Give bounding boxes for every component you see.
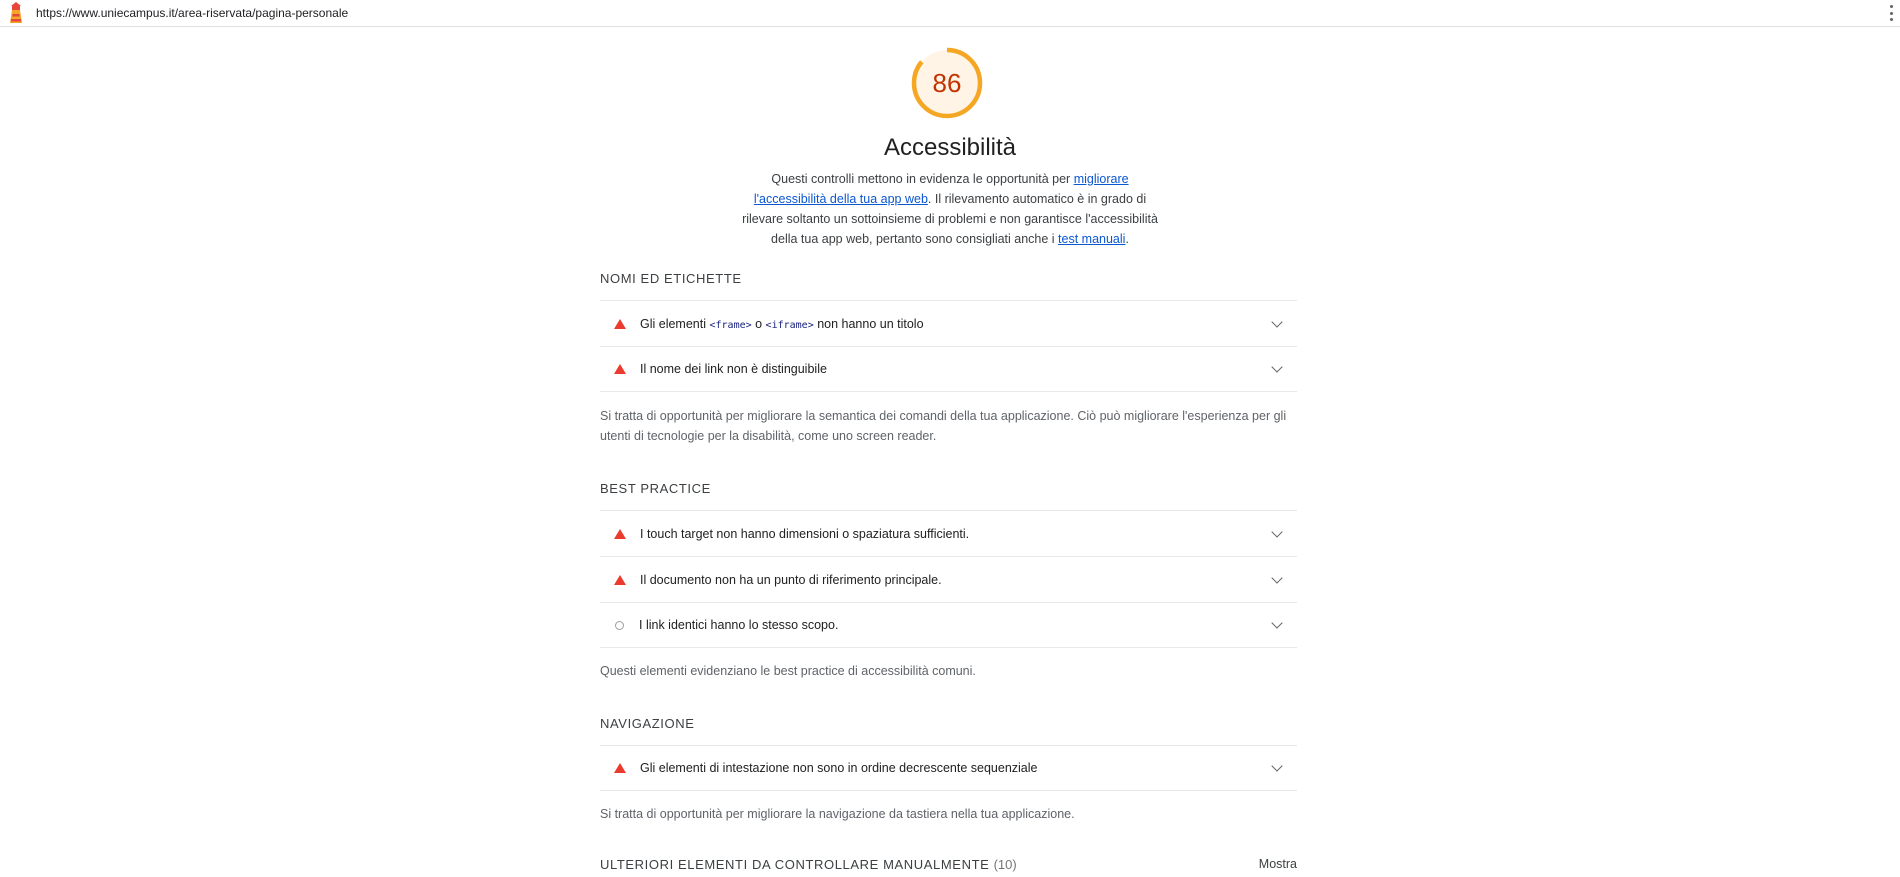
show-button[interactable]: Mostra (1258, 857, 1297, 871)
category-title: Accessibilità (883, 134, 1017, 161)
audit-heading-order[interactable] (600, 745, 1297, 791)
group-description: Si tratta di opportunità per migliorare la navigazione da tastiera nella tua applicazione. (600, 807, 1075, 821)
audit-label: Il nome dei link non è distinguibile (640, 362, 827, 376)
group-description: Questi elementi evidenziano le best practice di accessibilità comuni. (600, 664, 976, 678)
manual-checks-header[interactable] (600, 857, 1297, 877)
group-title-best-practice: BEST PRACTICE (600, 481, 711, 496)
chevron-down-icon[interactable] (1271, 316, 1282, 327)
fail-triangle-icon (614, 319, 626, 329)
manual-checks-title: ULTERIORI ELEMENTI DA CONTROLLARE MANUALMENTE (600, 857, 990, 872)
category-desc-text-2: . Il rilevamento automatico è in grado di rilevare soltanto un sottoinsieme di problemi e non garantisce l'accessibilità della tua app web, pertanto sono consigliati anche i (742, 192, 1158, 246)
chevron-down-icon[interactable] (1271, 526, 1282, 537)
audit-identical-links[interactable] (600, 602, 1297, 648)
category-desc-end: . (1125, 232, 1129, 246)
manual-checks-count: (10) (993, 857, 1017, 872)
audit-main-landmark[interactable] (600, 556, 1297, 602)
group-description: Si tratta di opportunità per migliorare la semantica dei comandi della tua applicazione. Ciò può migliorare l'esperienza per gli utenti di tecnologie per la disabilità, come uno screen reader. (600, 409, 1287, 443)
category-desc-text: Questi controlli mettono in evidenza le opportunità per (771, 172, 1074, 186)
fail-triangle-icon (614, 575, 626, 585)
audit-frame-title[interactable] (600, 300, 1297, 346)
category-description (740, 169, 1160, 249)
fail-triangle-icon (614, 529, 626, 539)
audit-label: Gli elementi <frame> o <iframe> non hanno un titolo (640, 316, 924, 331)
browser-bar (0, 0, 1900, 27)
chevron-down-icon[interactable] (1271, 617, 1282, 628)
audit-touch-targets[interactable] (600, 510, 1297, 556)
not-applicable-circle-icon (615, 621, 624, 630)
fail-triangle-icon (614, 763, 626, 773)
audit-label: I link identici hanno lo stesso scopo. (639, 618, 839, 632)
fail-triangle-icon (614, 364, 626, 374)
audit-label: Il documento non ha un punto di riferimento principale. (640, 572, 942, 587)
manual-tests-link[interactable]: test manuali (1058, 232, 1126, 246)
group-title-navigation: NAVIGAZIONE (600, 716, 695, 731)
lighthouse-icon (6, 2, 26, 24)
kebab-menu-icon[interactable] (1886, 4, 1896, 22)
group-title-names-labels: NOMI ED ETICHETTE (600, 271, 742, 286)
audit-link-name[interactable] (600, 346, 1297, 392)
page-url[interactable]: https://www.uniecampus.it/area-riservata/pagina-personale (36, 6, 349, 20)
chevron-down-icon[interactable] (1271, 760, 1282, 771)
audit-label: I touch target non hanno dimensioni o spaziatura sufficienti. (640, 526, 970, 541)
audit-label: Gli elementi di intestazione non sono in ordine decrescente sequenziale (640, 761, 1038, 775)
improve-accessibility-link[interactable]: migliorare l'accessibilità della tua app web (753, 172, 1129, 206)
score-value: 86 (932, 67, 962, 98)
chevron-down-icon[interactable] (1271, 572, 1282, 583)
chevron-down-icon[interactable] (1271, 361, 1282, 372)
